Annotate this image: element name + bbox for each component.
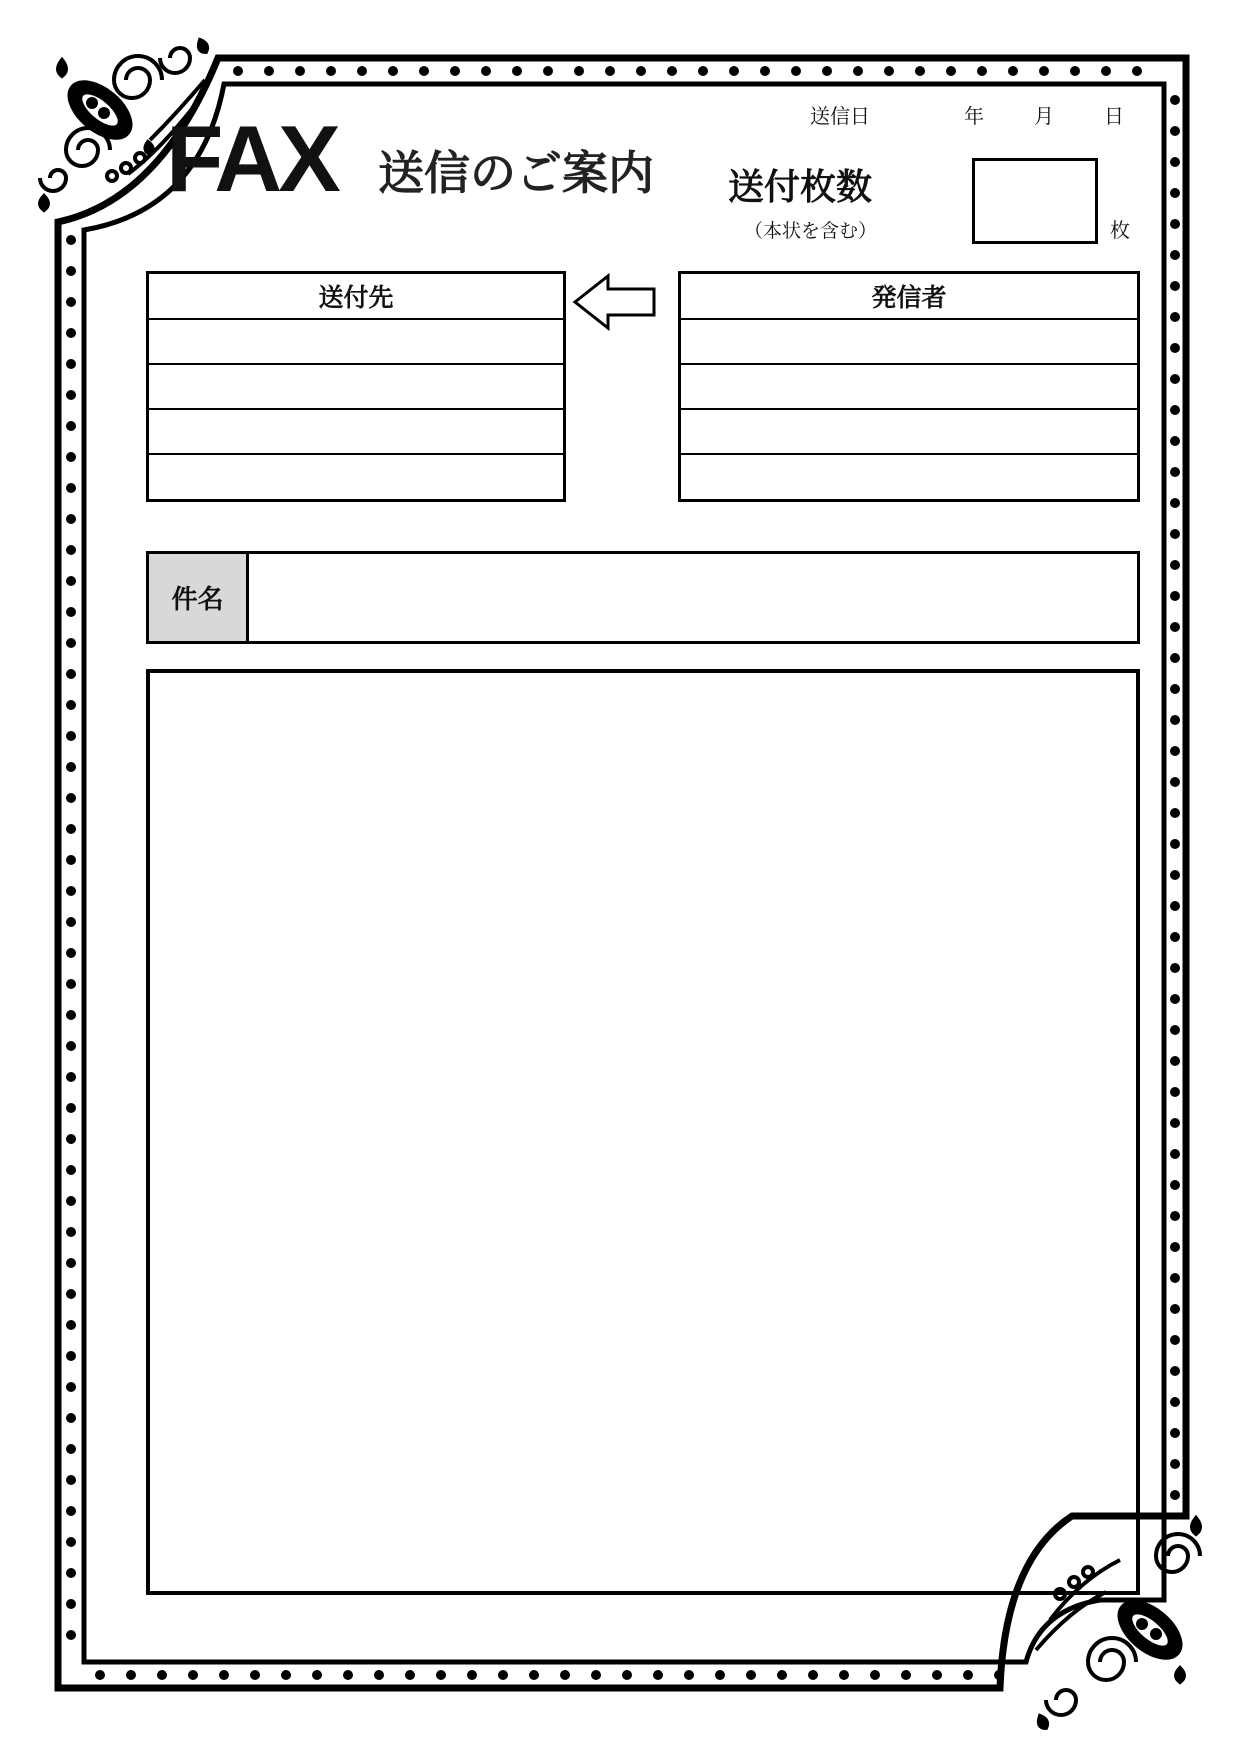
recipient-line-2[interactable]: [149, 365, 563, 410]
send-date-label: 送信日: [810, 104, 870, 128]
sender-line-3[interactable]: [681, 410, 1137, 455]
send-date-month: 月: [1034, 104, 1054, 128]
page-title: 送信のご案内: [378, 146, 654, 200]
sender-header: 発信者: [681, 274, 1137, 320]
subject-label: 件名: [149, 554, 249, 641]
page-count-note: （本状を含む）: [744, 220, 878, 242]
send-date-day: 日: [1104, 104, 1124, 128]
sender-table: [678, 271, 1140, 502]
recipient-line-4[interactable]: [149, 455, 563, 500]
subject-field[interactable]: [249, 554, 1137, 641]
arrow-left-icon: [575, 276, 654, 328]
recipient-line-3[interactable]: [149, 410, 563, 455]
recipient-table: [146, 271, 566, 502]
fax-logo: FAX: [166, 106, 337, 211]
page-count-label: 送付枚数: [728, 167, 873, 208]
page-count-field[interactable]: [972, 158, 1098, 244]
sender-line-1[interactable]: [681, 320, 1137, 365]
recipient-line-1[interactable]: [149, 320, 563, 365]
sender-line-4[interactable]: [681, 455, 1137, 500]
page-count-unit: 枚: [1110, 218, 1130, 242]
send-date-year: 年: [964, 104, 984, 128]
subject-row: [146, 551, 1140, 644]
sender-line-2[interactable]: [681, 365, 1137, 410]
recipient-header: 送付先: [149, 274, 563, 320]
message-body-field[interactable]: [146, 669, 1140, 1595]
